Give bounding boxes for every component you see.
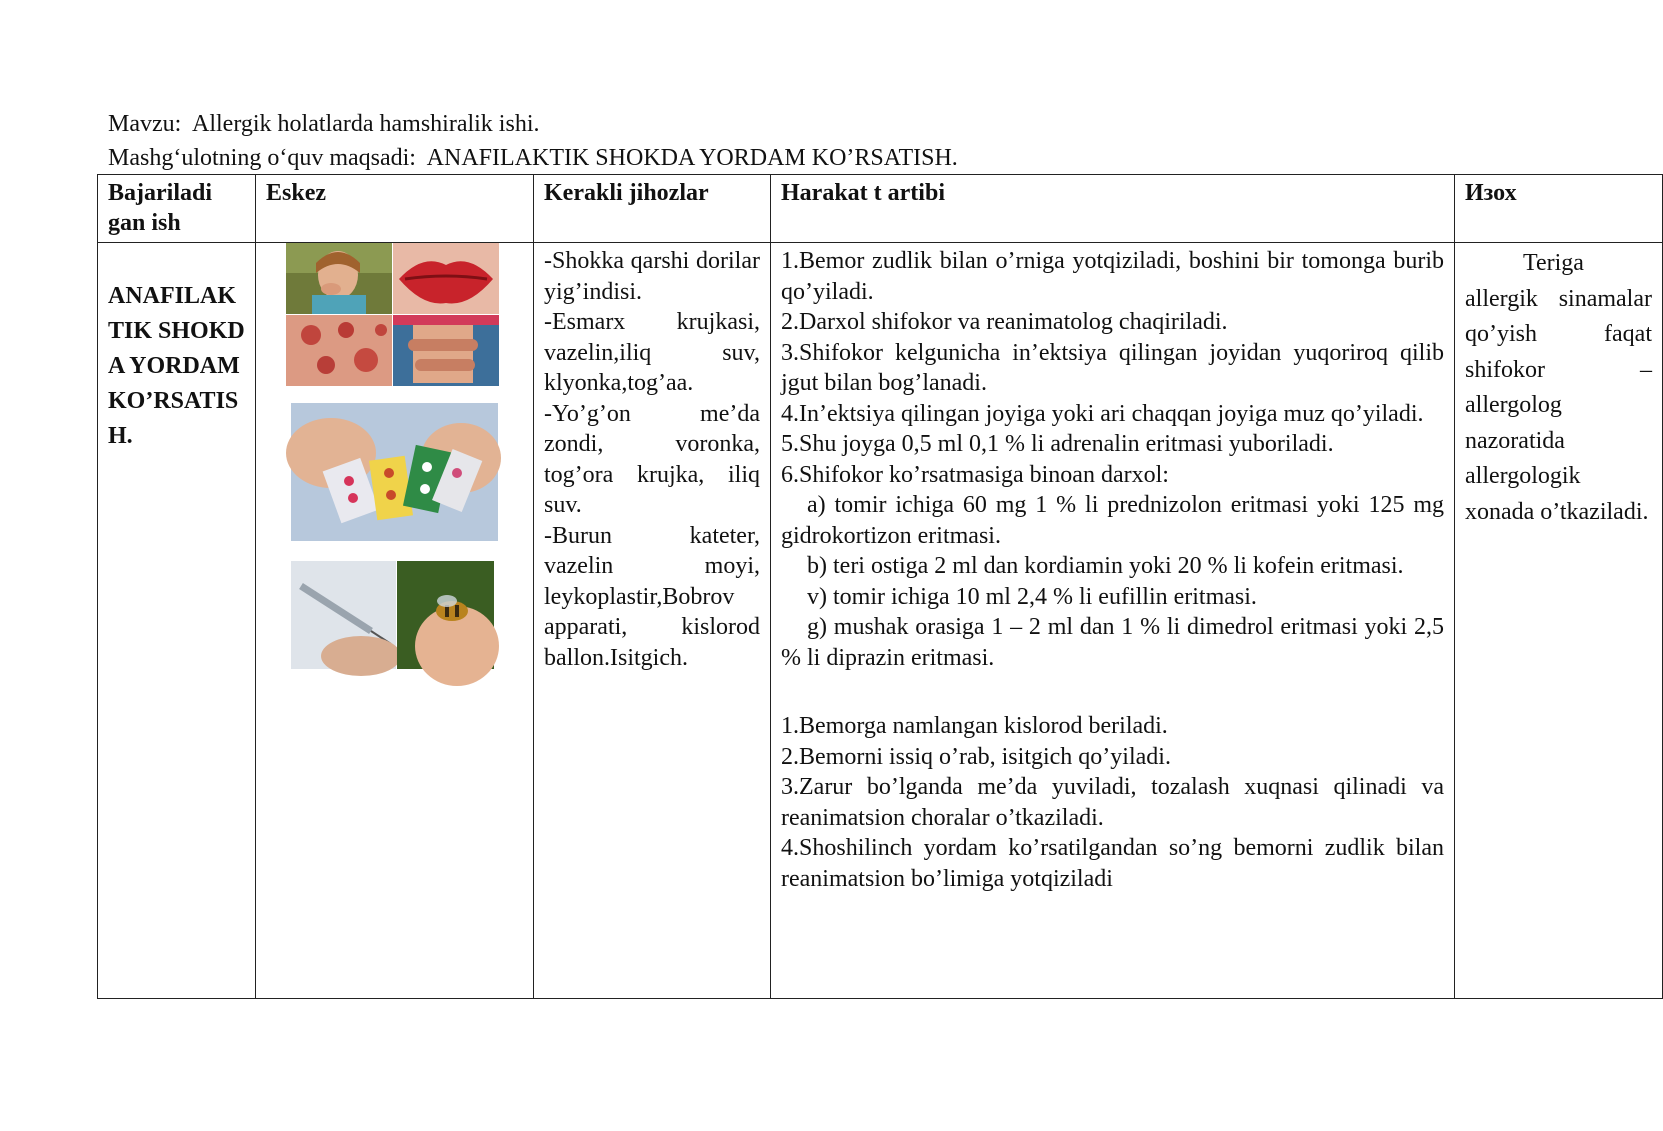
action-substep: g) mushak orasiga 1 – 2 ml dan 1 % li dimedrol eritmasi yoki 2,5 % li diprazin eritmasi.	[781, 614, 1444, 671]
task-cell: ANAFILAKTIK SHOKDA YORDAM KO’RSATISH.	[98, 243, 256, 999]
topic-text: Allergik holatlarda hamshiralik ishi.	[192, 111, 540, 137]
header-task: Bajariladi gan ish	[98, 175, 256, 243]
goal-line	[108, 141, 958, 175]
topic-line	[108, 107, 958, 141]
followup-step: 4.Shoshilinch yordam ko’rsatilgandan so’ng bemorni zudlik bilan reanimatsion bo’limiga yotqiziladi	[781, 835, 1444, 892]
action-step: 2.Darxol shifokor va reanimatolog chaqiriladi.	[781, 309, 1228, 335]
header-note: Изох	[1455, 175, 1663, 243]
topic-label: Mavzu:	[108, 111, 182, 137]
syringe-image	[291, 561, 396, 669]
action-substep: a) tomir ichiga 60 mg 1 % li prednizolon eritmasi yoki 125 mg gidrokortizon eritmasi.	[781, 492, 1444, 549]
followup-step: 3.Zarur bo’lganda me’da yuviladi, tozalash xuqnasi qilinadi va reanimatsion choralar o’tkaziladi.	[781, 774, 1444, 831]
equipment-item: -Yo’g’on me’da zondi, voronka, tog’ora krujka, iliq suv.	[544, 400, 760, 518]
pills-in-hands-image	[291, 403, 498, 541]
abdominal-pain-image	[393, 315, 499, 386]
note-cell	[1455, 243, 1663, 999]
equipment-item: -Esmarx krujkasi, vazelin,iliq suv, klyonka,tog’aa.	[544, 309, 760, 396]
coughing-child-image	[286, 243, 392, 314]
action-step: 5.Shu joyga 0,5 ml 0,1 % li adrenalin eritmasi yuboriladi.	[781, 431, 1334, 457]
procedure-table	[97, 174, 1663, 999]
goal-text: ANAFILAKTIK SHOKDA YORDAM KO’RSATISH.	[426, 145, 958, 171]
table-row	[98, 243, 1663, 999]
equipment-item: -Burun kateter, vazelin moyi, leykoplastir,Bobrov apparati, kislorod ballon.Isitgich.	[544, 522, 760, 671]
action-substep: b) teri ostiga 2 ml dan kordiamin yoki 20 % li kofein eritmasi.	[807, 553, 1404, 579]
page-header	[108, 107, 958, 175]
header-sketch: Eskez	[256, 175, 534, 243]
action-step: 6.Shifokor ko’rsatmasiga binoan darxol:	[781, 461, 1169, 488]
action-step: 3.Shifokor kelgunicha in’ektsiya qilingan joyidan yuqoriroq qilib jgut bilan bog’lanadi.	[781, 339, 1444, 396]
header-equipment: Kerakli jihozlar	[534, 175, 771, 243]
sketch-cell	[256, 243, 534, 999]
followup-step: 2.Bemorni issiq o’rab, isitgich qo’yiladi.	[781, 743, 1171, 770]
bee-sting-image	[397, 561, 494, 669]
goal-label: Mashg‘ulotning o‘quv maqsadi:	[108, 145, 416, 171]
action-substep: v) tomir ichiga 10 ml 2,4 % li eufillin eritmasi.	[807, 583, 1257, 610]
followup-step: 1.Bemorga namlangan kislorod beriladi.	[781, 713, 1168, 739]
skin-rash-image	[286, 315, 392, 386]
equipment-item: -Shokka qarshi dorilar yig’indisi.	[544, 248, 760, 305]
actions-cell	[771, 243, 1455, 999]
note-text: Teriga allergik sinamalar qo’yish faqat shifokor – allergolog nazoratida allergologik xonada o’tkaziladi.	[1465, 250, 1652, 525]
action-step: 1.Bemor zudlik bilan o’rniga yotqiziladi, boshini bir tomonga burib qo’yiladi.	[781, 248, 1444, 305]
action-step: 4.In’ektsiya qilingan joyiga yoki ari chaqqan joyiga muz qo’yiladi.	[781, 400, 1424, 427]
swollen-lips-image	[393, 243, 499, 314]
table-header-row	[98, 175, 1663, 243]
header-actions: Harakat t artibi	[771, 175, 1455, 243]
equipment-cell	[534, 243, 771, 999]
